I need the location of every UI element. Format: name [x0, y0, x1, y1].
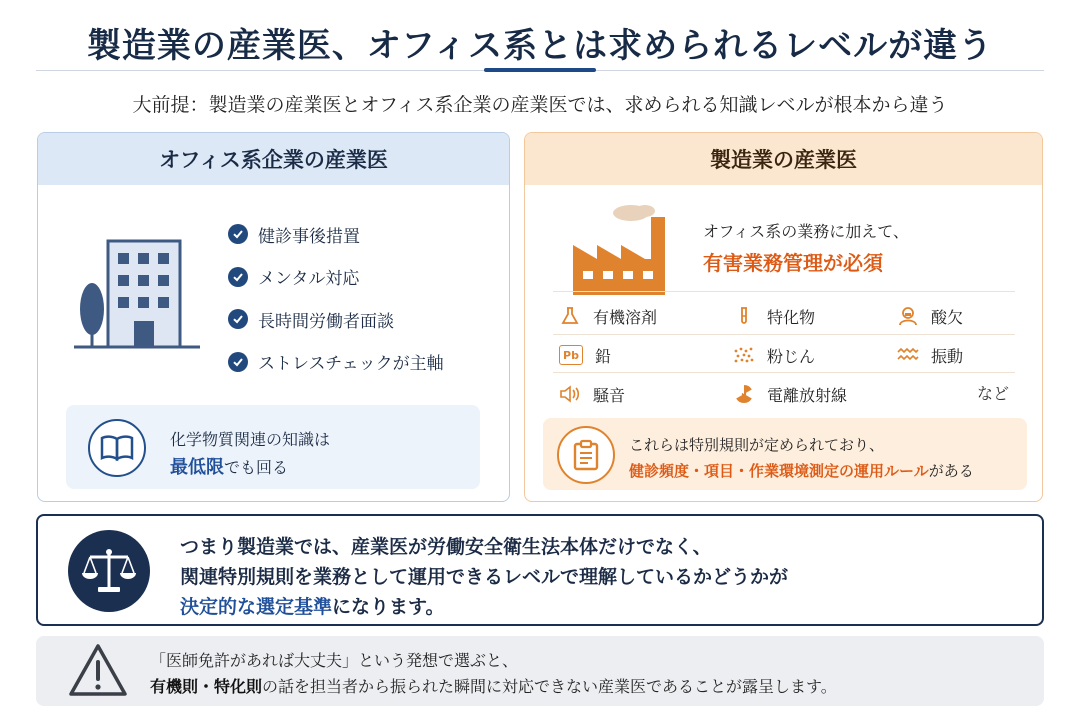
warning-line1: 「医師免許があれば大丈夫」という発想で選ぶと、 — [150, 651, 519, 670]
flask-icon — [559, 305, 581, 327]
check-circle-icon — [228, 309, 248, 329]
office-note-emphasis: 最低限 — [170, 457, 224, 478]
hazard-item — [733, 301, 815, 331]
dust-icon — [733, 344, 755, 366]
vibration-icon — [897, 344, 919, 366]
check-circle-icon — [228, 224, 248, 244]
page-title: 製造業の産業医、オフィス系とは求められるレベルが違う — [86, 26, 994, 66]
conclusion-box — [36, 514, 1044, 626]
premise-text: 大前提：製造業の産業医とオフィス系企業の産業医では、求められる知識レベルが根本から違う — [132, 94, 948, 116]
warning-line2 — [150, 674, 837, 697]
warning-rest: の話を担当者から振られた瞬間に対応できない産業医であることが露呈します。 — [262, 677, 837, 696]
hazard-item — [559, 379, 625, 409]
warning-emphasis: 有機則・特化則 — [150, 677, 263, 696]
office-note-line2 — [170, 453, 288, 479]
warning-triangle-icon — [68, 642, 128, 698]
hazard-label: 騒音 — [593, 385, 626, 405]
conclusion-line2: 関連特別規則を業務として運用できるレベルで理解しているかどうかが — [180, 566, 789, 588]
grid-divider — [553, 291, 1015, 292]
special-rules-line2 — [629, 460, 974, 481]
hazard-label: 酸欠 — [931, 307, 964, 327]
office-note-line1: 化学物質関連の知識は — [170, 430, 331, 449]
hazard-item — [897, 340, 963, 370]
list-item — [228, 256, 444, 299]
conclusion-line1: つまり製造業では、産業医が労働安全衛生法本体だけでなく、 — [180, 536, 712, 558]
office-building-icon — [72, 221, 202, 351]
check-circle-icon — [228, 267, 248, 287]
special-rules-line1: これらは特別規則が定められており、 — [629, 436, 885, 454]
list-item — [228, 298, 444, 341]
list-item-label: ストレスチェックが主軸 — [258, 354, 444, 375]
office-panel — [37, 132, 510, 502]
manufacturing-panel-heading: 製造業の産業医 — [525, 133, 1042, 185]
hazard-item — [897, 301, 963, 331]
special-rules-rest: がある — [928, 462, 974, 480]
radiation-icon — [733, 383, 755, 405]
grid-divider — [553, 372, 1015, 373]
check-circle-icon — [228, 352, 248, 372]
hazard-item — [559, 340, 611, 370]
etc-label: など — [977, 384, 1010, 403]
conclusion-rest: になります。 — [332, 596, 445, 618]
list-item — [228, 341, 444, 384]
hazard-label: 有機溶剤 — [593, 307, 658, 327]
office-panel-heading: オフィス系企業の産業医 — [38, 133, 509, 185]
warning-box — [36, 636, 1044, 706]
office-duty-list — [228, 213, 444, 383]
manufacturing-lead: オフィス系の業務に加えて、 — [703, 222, 909, 241]
clipboard-icon — [557, 426, 615, 484]
scales-icon — [68, 530, 150, 612]
pb-icon: Pb — [559, 345, 583, 365]
list-item-label: 健診事後措置 — [258, 226, 360, 247]
grid-divider — [553, 334, 1015, 335]
hazard-label: 振動 — [931, 346, 964, 366]
hazard-label: 特化物 — [767, 307, 816, 327]
conclusion-line3 — [180, 592, 445, 619]
title-accent-bar — [484, 68, 596, 72]
special-rules-note — [543, 418, 1027, 490]
office-knowledge-note — [66, 405, 480, 489]
conclusion-emphasis: 決定的な選定基準 — [180, 596, 333, 618]
hazard-item — [733, 379, 847, 409]
speaker-icon — [559, 383, 581, 405]
factory-icon — [569, 201, 679, 297]
hazard-label: 粉じん — [767, 346, 816, 366]
manufacturing-lead-emphasis: 有害業務管理が必須 — [703, 251, 883, 275]
hazard-item — [559, 301, 657, 331]
mask-person-icon — [897, 305, 919, 327]
hazard-label: 鉛 — [595, 346, 612, 366]
list-item — [228, 213, 444, 256]
test-tube-icon — [733, 305, 755, 327]
list-item-label: 長時間労働者面談 — [258, 311, 394, 332]
special-rules-emphasis: 健診頻度・項目・作業環境測定の運用ルール — [629, 462, 929, 480]
hazard-label: 電離放射線 — [767, 385, 848, 405]
hazard-item — [733, 340, 815, 370]
office-note-rest: でも回る — [224, 458, 289, 477]
list-item-label: メンタル対応 — [258, 269, 360, 290]
book-icon — [88, 419, 146, 477]
manufacturing-panel — [524, 132, 1043, 502]
